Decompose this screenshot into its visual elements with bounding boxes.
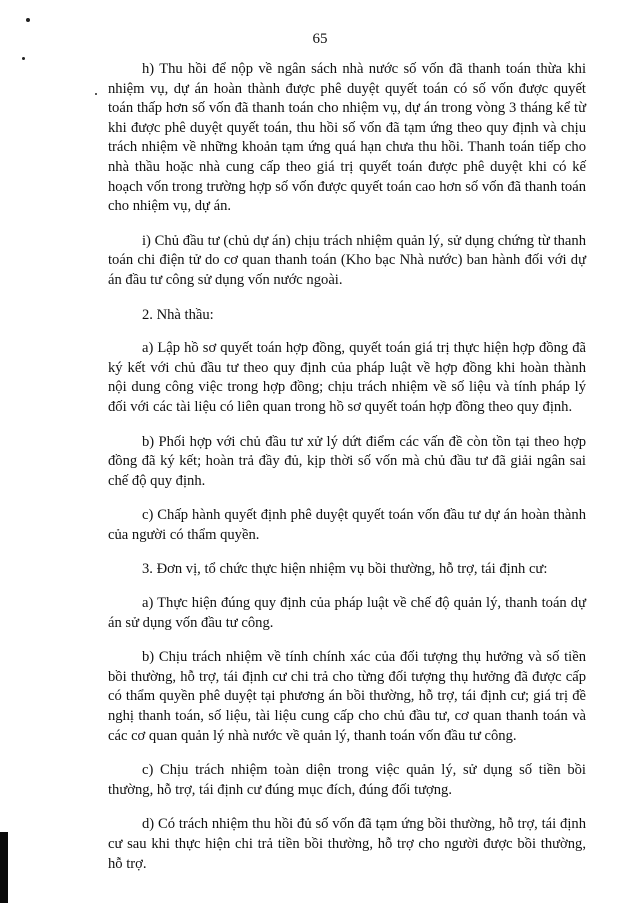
document-body (108, 60, 586, 889)
section-heading-contractor: 2. Nhà thầu: (142, 306, 214, 323)
scan-edge-shadow (0, 832, 8, 903)
paragraph-contractor-c: c) Chấp hành quyết định phê duyệt quyết toán vốn đầu tư dự án hoàn thành của người có thẩm quyền. (108, 507, 586, 543)
scan-speck (26, 18, 30, 22)
paragraph-compensation-c: c) Chịu trách nhiệm toàn diện trong việc quản lý, sử dụng số tiền bồi thường, hỗ trợ, tái định cư đúng mục đích, đúng đối tượng. (108, 762, 586, 798)
scan-speck (95, 93, 97, 95)
paragraph-i: i) Chủ đầu tư (chủ dự án) chịu trách nhiệm quản lý, sử dụng chứng từ thanh toán chi điện tử do cơ quan thanh toán (Kho bạc Nhà nước) ban hành đối với dự án đầu tư công sử dụng vốn nước ngoài. (108, 232, 586, 288)
paragraph-contractor-b: b) Phối hợp với chủ đầu tư xử lý dứt điểm các vấn đề còn tồn tại theo hợp đồng đã ký kết; hoàn trả đầy đủ, kịp thời số vốn mà chủ đầu tư đã giải ngân sai chế độ quy định. (108, 433, 586, 489)
paragraph-compensation-b: b) Chịu trách nhiệm về tính chính xác của đối tượng thụ hưởng và số tiền bồi thường, hỗ trợ, tái định cư chi trả cho từng đối tượng thụ hưởng đã được cấp có thẩm quyền phê duyệt tại phương án bồi thường, hỗ trợ, tái định cư; giá trị đề nghị thanh toán, số liệu, tài liệu cung cấp cho chủ đầu tư, cơ quan thanh toán và các cơ quan quản lý nhà nước về quản lý, thanh toán vốn đầu tư công. (108, 649, 586, 744)
page-number: 65 (312, 31, 328, 47)
scan-speck (22, 57, 25, 60)
paragraph-contractor-a: a) Lập hồ sơ quyết toán hợp đồng, quyết toán giá trị thực hiện hợp đồng đã ký kết với chủ đầu tư theo quy định của pháp luật về hợp đồng khi hoàn thành nội dung công việc trong hợp đồng; chịu trách nhiệm về số liệu và tính pháp lý đối với các tài liệu có liên quan trong hồ sơ quyết toán hợp đồng theo quy định. (108, 340, 586, 415)
section-heading-compensation-unit: 3. Đơn vị, tổ chức thực hiện nhiệm vụ bồi thường, hỗ trợ, tái định cư: (142, 561, 548, 578)
paragraph-compensation-d: d) Có trách nhiệm thu hồi đủ số vốn đã tạm ứng bồi thường, hỗ trợ, tái định cư sau khi thực hiện chi trả tiền bồi thường, hỗ trợ cho người được bồi thường, hỗ trợ. (108, 816, 586, 872)
paragraph-compensation-a: a) Thực hiện đúng quy định của pháp luật về chế độ quản lý, thanh toán dự án sử dụng vốn đầu tư công. (108, 595, 586, 631)
paragraph-h: h) Thu hồi để nộp về ngân sách nhà nước số vốn đã thanh toán thừa khi nhiệm vụ, dự án hoàn thành được phê duyệt quyết toán có số vốn được quyết toán thấp hơn số vốn đã thanh toán cho nhiệm vụ, dự án trong vòng 3 tháng kể từ khi được phê duyệt quyết toán, thu hồi số vốn đã tạm ứng theo quy định và chịu trách nhiệm về những khoản tạm ứng quá hạn chưa thu hồi. Thanh toán tiếp cho nhà thầu hoặc nhà cung cấp theo giá trị quyết toán được phê duyệt khi có kế hoạch vốn trong trường hợp số vốn được quyết toán cao hơn số vốn đã thanh toán cho nhiệm vụ, dự án. (108, 61, 586, 215)
